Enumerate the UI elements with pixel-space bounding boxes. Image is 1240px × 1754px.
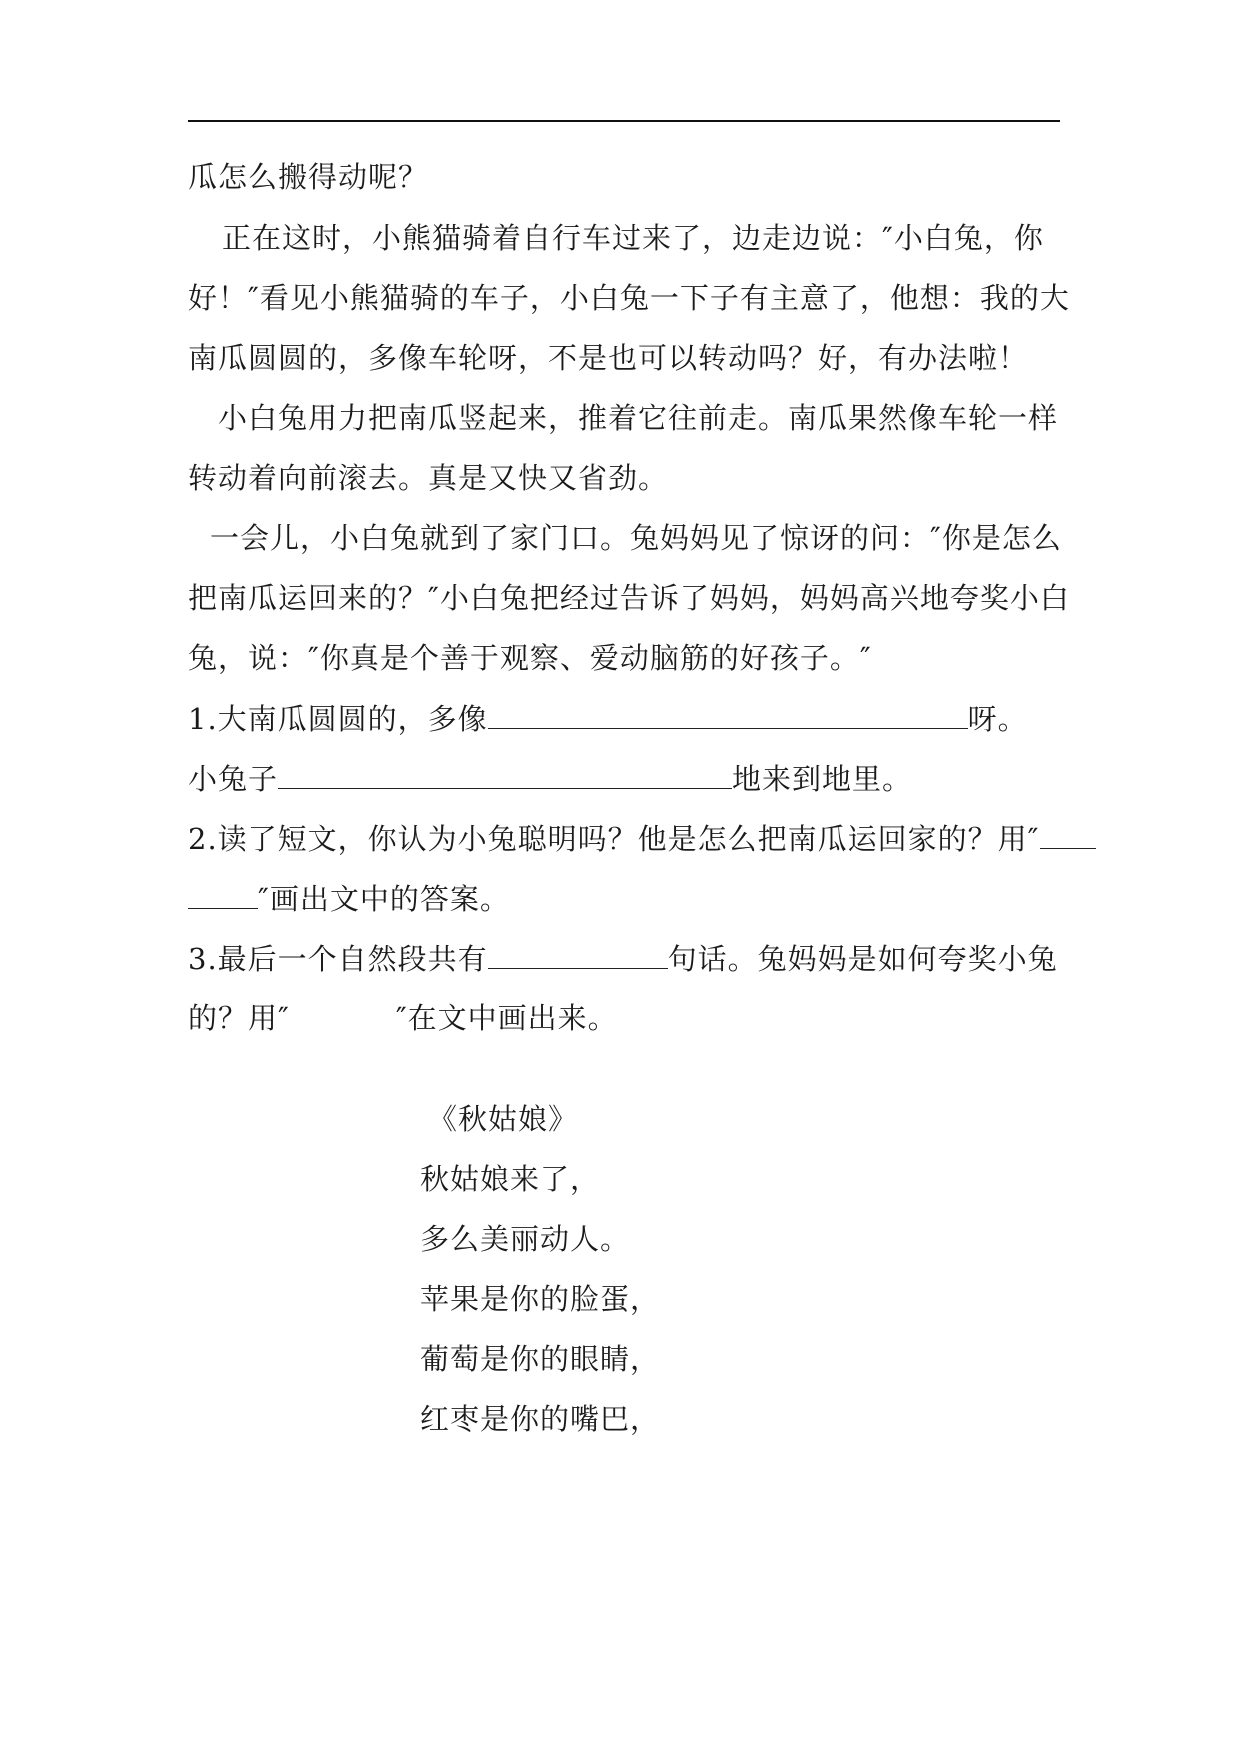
- question-3-line-b: [188, 998, 618, 1038]
- poem-line-4: 葡萄是你的眼睛，: [420, 1342, 661, 1376]
- poem-title: 《秋姑娘》: [428, 1102, 579, 1136]
- answer-blank-1b[interactable]: [278, 758, 732, 789]
- wavy-underline-sample: [290, 998, 396, 1028]
- poem-line-5: 红枣是你的嘴巴，: [420, 1402, 661, 1436]
- poem-line-2: 多么美丽动人。: [420, 1222, 631, 1256]
- question-2-text: 2.读了短文，你认为小兔聪明吗？他是怎么把南瓜运回家的？用″: [188, 822, 1040, 856]
- question-2-text-after: ″画出文中的答案。: [258, 882, 510, 916]
- question-1b-text-after: 地来到地里。: [732, 762, 913, 796]
- poem-line-1: 秋姑娘来了，: [420, 1162, 601, 1196]
- passage-line-2: 正在这时，小熊猫骑着自行车过来了，边走边说：″小白兔，你: [222, 221, 1044, 255]
- underline-sample-2b: [188, 878, 258, 909]
- question-2-line-b: [188, 878, 510, 919]
- passage-line-8: 把南瓜运回来的？″小白兔把经过告诉了妈妈，妈妈高兴地夸奖小白: [188, 581, 1070, 615]
- passage-line-3: 好！″看见小熊猫骑的车子，小白兔一下子有主意了，他想：我的大: [188, 281, 1070, 315]
- passage-line-9: 兔，说：″你真是个善于观察、爱动脑筋的好孩子。″: [188, 641, 872, 675]
- question-1b-text-before: 小兔子: [188, 762, 279, 796]
- question-3b-text-after: ″在文中画出来。: [395, 1001, 618, 1035]
- passage-line-7: 一会儿，小白兔就到了家门口。兔妈妈见了惊讶的问：″你是怎么: [210, 521, 1062, 555]
- passage-line-5: 小白兔用力把南瓜竖起来，推着它往前走。南瓜果然像车轮一样: [218, 401, 1059, 435]
- header-rule: [188, 120, 1060, 122]
- underline-sample-2a: [1040, 818, 1096, 849]
- question-1-line-b: [188, 758, 912, 799]
- passage-line-1: 瓜怎么搬得动呢？: [188, 160, 429, 194]
- question-3b-text-before: 的？用″: [188, 1001, 290, 1035]
- answer-blank-3[interactable]: [488, 938, 668, 969]
- poem-line-3: 苹果是你的脸蛋，: [420, 1282, 661, 1316]
- passage-line-6: 转动着向前滚去。真是又快又省劲。: [188, 461, 669, 495]
- question-3-text-after: 句话。兔妈妈是如何夸奖小兔: [667, 942, 1058, 976]
- question-1-text-before: 1.大南瓜圆圆的，多像: [188, 702, 488, 736]
- question-1-line-a: [188, 698, 1028, 739]
- passage-line-4: 南瓜圆圆的，多像车轮呀，不是也可以转动吗？好，有办法啦！: [188, 341, 1029, 375]
- answer-blank-1a[interactable]: [488, 698, 968, 729]
- question-2-line-a: [188, 818, 1096, 859]
- question-1-text-after: 呀。: [967, 702, 1028, 736]
- question-3-line-a: [188, 938, 1058, 979]
- question-3-text-before: 3.最后一个自然段共有: [188, 942, 488, 976]
